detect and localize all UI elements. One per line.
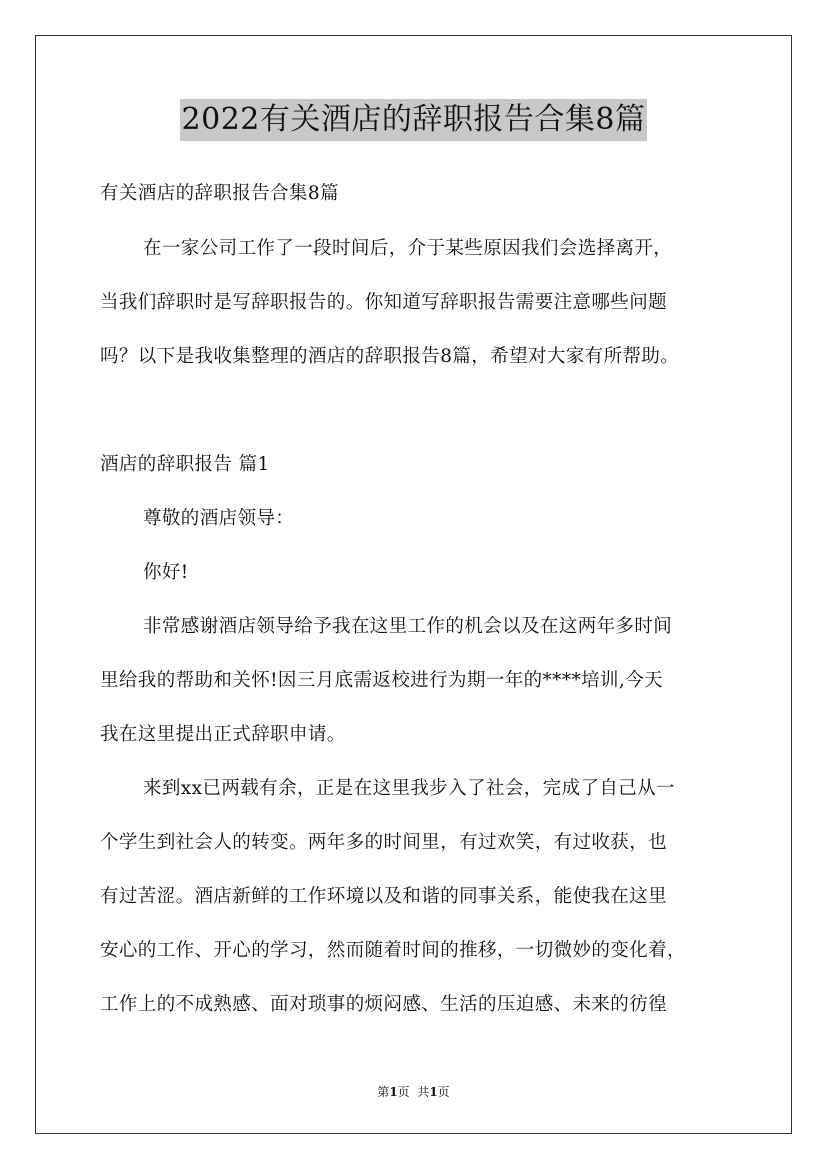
intro-line-3: 吗？以下是我收集整理的酒店的辞职报告8篇，希望对大家有所帮助。	[100, 346, 680, 367]
salutation: 尊敬的酒店领导：	[143, 508, 295, 529]
para2-line-3: 有过苦涩。酒店新鲜的工作环境以及和谐的同事关系，能使我在这里	[100, 886, 668, 907]
greeting: 你好!	[143, 562, 189, 583]
page-footer	[0, 1084, 827, 1100]
intro-line-2: 当我们辞职时是写辞职报告的。你知道写辞职报告需要注意哪些问题	[100, 292, 668, 313]
intro-line-1: 在一家公司工作了一段时间后，介于某些原因我们会选择离开，	[143, 238, 673, 259]
footer-mid: 页 共	[397, 1085, 430, 1099]
footer-page-current: 1	[389, 1085, 398, 1099]
para1-line-3: 我在这里提出正式辞职申请。	[100, 724, 346, 745]
footer-suffix: 页	[437, 1085, 450, 1099]
para2-line-5: 工作上的不成熟感、面对琐事的烦闷感、生活的压迫感、未来的彷徨	[100, 994, 668, 1015]
document-subtitle: 有关酒店的辞职报告合集8篇	[100, 183, 339, 204]
footer-prefix: 第	[377, 1085, 390, 1099]
para2-line-1: 来到xx已两载有余，正是在这里我步入了社会，完成了自己从一	[143, 778, 675, 799]
para1-line-2: 里给我的帮助和关怀!因三月底需返校进行为期一年的****培训,今天	[100, 670, 664, 691]
para2-line-2: 个学生到社会人的转变。两年多的时间里，有过欢笑，有过收获，也	[100, 832, 668, 853]
para2-line-4: 安心的工作、开心的学习，然而随着时间的推移，一切微妙的变化着，	[100, 940, 686, 961]
document-title: 2022有关酒店的辞职报告合集8篇	[180, 99, 648, 141]
section-heading: 酒店的辞职报告 篇1	[100, 454, 270, 475]
title-container	[0, 99, 827, 141]
para1-line-1: 非常感谢酒店领导给予我在这里工作的机会以及在这两年多时间	[143, 616, 673, 637]
footer-page-total: 1	[429, 1085, 438, 1099]
